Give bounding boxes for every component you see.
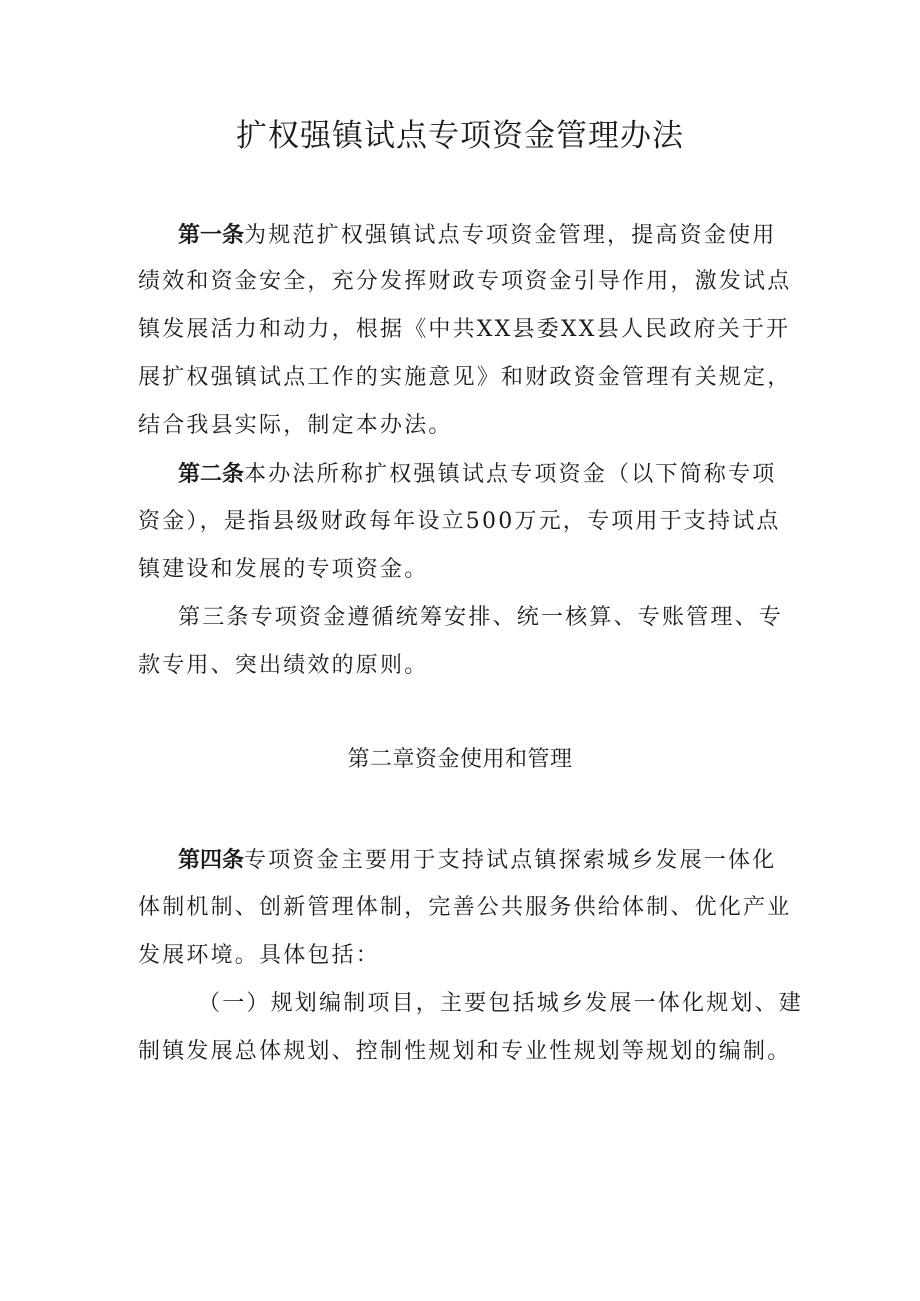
article-1-text-1: 为规范扩权强镇试点专项资金管理，提高资金使用 [244, 223, 777, 248]
article-2-label: 第二条 [178, 461, 245, 487]
document-title: 扩权强镇试点专项资金管理办法 [236, 118, 684, 154]
item-1-line-1: （一）规划编制项目，主要包括城乡发展一体化规划、建 [198, 991, 804, 1016]
article-1-line-4: 展扩权强镇试点工作的实施意见》和财政资金管理有关规定， [138, 365, 792, 390]
article-4-text-1: 专项资金主要用于支持试点镇探索城乡发展一体化 [244, 848, 777, 873]
article-2-line-1 [178, 459, 776, 490]
article-1-line-2: 绩效和资金安全，充分发挥财政专项资金引导作用，激发试点 [138, 269, 792, 294]
article-4-line-3: 发展环境。具体包括： [138, 943, 381, 968]
article-3-line-1: 第三条专项资金遵循统筹安排、统一核算、专账管理、专 [178, 605, 784, 630]
chapter-2-heading: 第二章资金使用和管理 [347, 747, 573, 772]
article-2-line-3: 镇建设和发展的专项资金。 [138, 557, 429, 582]
item-1-line-2: 制镇发展总体规划、控制性规划和专业性规划等规划的编制。 [138, 1039, 792, 1064]
article-4-label: 第四条 [178, 847, 245, 873]
article-1-line-3: 镇发展活力和动力，根据《中共XX县委XX县人民政府关于开 [138, 317, 791, 342]
article-4-line-2: 体制机制、创新管理体制，完善公共服务供给体制、优化产业 [138, 895, 792, 920]
article-2-line-2: 资金），是指县级财政每年设立500万元，专项用于支持试点 [138, 509, 781, 534]
article-3-line-2: 款专用、突出绩效的原则。 [138, 653, 429, 678]
article-1-line-5: 结合我县实际，制定本办法。 [138, 413, 453, 438]
article-2-text-1: 本办法所称扩权强镇试点专项资金（以下简称专项 [244, 462, 777, 487]
article-1-label: 第一条 [178, 222, 245, 248]
article-1-line-1 [178, 220, 776, 251]
article-4-line-1 [178, 845, 776, 876]
